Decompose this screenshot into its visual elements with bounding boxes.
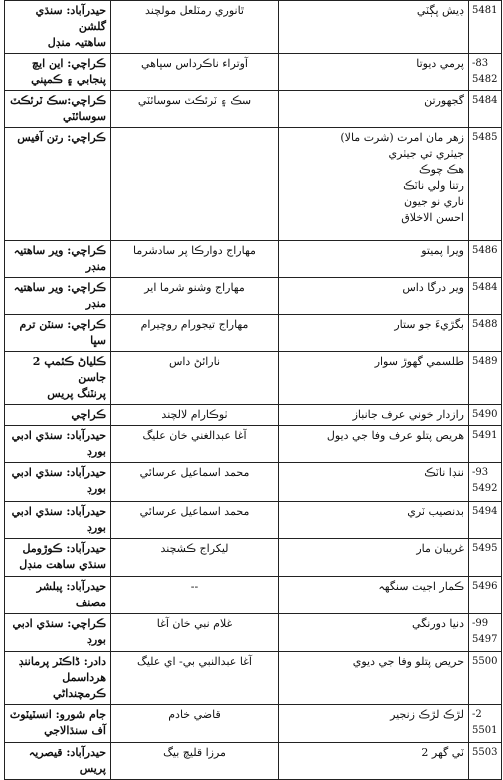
- publisher-cell: [5, 614, 111, 652]
- author-cell: [111, 241, 279, 278]
- entry-number: -2: [472, 709, 482, 720]
- publisher-line: حيدرآباد: پبلشر مصنف: [36, 580, 106, 609]
- title-line: غريبان مار: [416, 542, 464, 555]
- title-line: ٽي گهر 2: [421, 746, 464, 759]
- entry-number-cell: [469, 91, 502, 128]
- author-name: سڪ ۽ ٽرئڪٽ سوسائٽي: [137, 94, 252, 107]
- catalog-row: [5, 352, 502, 405]
- author-cell: [111, 91, 279, 128]
- entry-number-cell: [469, 426, 502, 463]
- entry-number: 5486: [472, 245, 498, 256]
- title-cell: [279, 743, 469, 780]
- author-cell: [111, 705, 279, 743]
- publisher-line: بورڊ: [87, 482, 106, 495]
- entry-number-cell: [469, 278, 502, 315]
- catalog-row: [5, 405, 502, 426]
- author-name: آغا عبدالغني خان عليگ: [142, 429, 247, 442]
- entry-number-cell: [469, 705, 502, 743]
- entry-number: 5489: [472, 356, 498, 367]
- publisher-line: پرنٽنگ پريس: [47, 387, 106, 400]
- title-line: هڪ چوڪ: [419, 163, 464, 176]
- title-cell: [279, 577, 469, 614]
- author-cell: [111, 128, 279, 241]
- title-line: لڙڪ لڙڪ زنجير: [390, 708, 464, 721]
- publisher-line: ڪراچي: رتن آفيس: [17, 131, 106, 144]
- publisher-line: ڪراچي: سنڌي ادبي: [12, 617, 106, 630]
- author-name: محمد اسماعيل عرسائي: [139, 505, 250, 518]
- publisher-cell: [5, 405, 111, 426]
- author-cell: [111, 743, 279, 780]
- publisher-line: بورڊ: [87, 633, 106, 646]
- catalog-row: [5, 614, 502, 652]
- title-line: هريص پتلو عرف وفا جي ديول: [326, 429, 464, 442]
- entry-number-cell: [469, 1, 502, 54]
- publisher-line: ڪراچي: وير ساهتيہ: [13, 281, 106, 294]
- publisher-line: بورڊ: [87, 521, 106, 534]
- entry-number: 5501: [472, 725, 498, 736]
- title-cell: [279, 315, 469, 352]
- entry-number-cell: [469, 614, 502, 652]
- catalog-row: [5, 241, 502, 278]
- title-cell: [279, 426, 469, 463]
- entry-number: 5481: [472, 5, 498, 16]
- publisher-line: سنڌي ساهت منڊل: [19, 558, 106, 571]
- catalog-row: [5, 652, 502, 705]
- publisher-cell: [5, 652, 111, 705]
- title-line: دنيا دورنگي: [412, 617, 464, 630]
- publisher-cell: [5, 539, 111, 577]
- author-cell: [111, 463, 279, 502]
- publisher-cell: [5, 743, 111, 780]
- title-line: جيٺري تي جيٺري: [388, 147, 464, 160]
- publisher-cell: [5, 1, 111, 54]
- entry-number: 5484: [472, 95, 498, 106]
- title-line: ڪمار اجيت سنگهہ: [378, 580, 464, 593]
- publisher-line: ڪراچي: وير ساهتيہ: [13, 244, 106, 257]
- title-cell: [279, 91, 469, 128]
- title-cell: [279, 1, 469, 54]
- title-cell: [279, 405, 469, 426]
- entry-number: -93: [472, 467, 489, 478]
- title-line: ويرا پميتو: [421, 244, 464, 257]
- title-line: احسن الاخلاق: [401, 211, 464, 224]
- publisher-cell: [5, 91, 111, 128]
- author-name: آوتراء ناڪرداس سپاهي: [141, 57, 248, 70]
- entry-number: -83: [472, 58, 489, 69]
- catalog-row: [5, 539, 502, 577]
- author-cell: [111, 502, 279, 539]
- publisher-line: حيدرآباد: قيصريہ پريس: [28, 746, 106, 775]
- title-cell: [279, 463, 469, 502]
- publisher-line: حيدرآباد: سنڌي ادبي: [11, 466, 106, 479]
- publisher-cell: [5, 54, 111, 91]
- catalog-table: [4, 0, 502, 780]
- catalog-row: [5, 705, 502, 743]
- entry-number: 5482: [472, 74, 498, 85]
- title-line: بگڙيءَ جو ستار: [394, 318, 464, 331]
- publisher-line: حيدرآباد: ڪوڙومل: [22, 542, 106, 555]
- catalog-row: [5, 577, 502, 614]
- entry-number: 5500: [472, 656, 498, 667]
- title-line: وير درگا داس: [402, 281, 464, 294]
- catalog-row: [5, 128, 502, 241]
- publisher-line: هرداسمل ڪرمچنداڻي: [53, 671, 106, 700]
- author-name: --: [190, 580, 199, 593]
- publisher-line: ساهتيہ منڊل: [47, 36, 106, 49]
- publisher-cell: [5, 426, 111, 463]
- publisher-cell: [5, 241, 111, 278]
- entry-number-cell: [469, 463, 502, 502]
- catalog-row: [5, 315, 502, 352]
- entry-number: 5494: [472, 506, 498, 517]
- title-cell: [279, 54, 469, 91]
- publisher-line: جام شورو: انسٽيٽوٽ: [9, 708, 106, 721]
- publisher-line: پنجابي ۽ ڪمپني: [31, 73, 106, 86]
- catalog-row: [5, 743, 502, 780]
- publisher-line: حيدرآباد: سنڌي ادبي: [11, 429, 106, 442]
- publisher-line: سڀا: [90, 334, 106, 347]
- author-name: ٿانوري رمٽلعل مولچند: [145, 4, 244, 17]
- entry-number: 5497: [472, 634, 498, 645]
- author-cell: [111, 405, 279, 426]
- title-line: زهر مان امرت (شرت مالا): [340, 131, 464, 144]
- entry-number: 5492: [472, 483, 498, 494]
- publisher-cell: [5, 278, 111, 315]
- publisher-cell: [5, 463, 111, 502]
- title-line: رتنا ولي ناٽڪ: [403, 179, 464, 192]
- publisher-line: بورڊ: [87, 445, 106, 458]
- author-name: غلام نبي خان آغا: [156, 617, 233, 630]
- title-cell: [279, 539, 469, 577]
- title-line: گجهورتن: [424, 94, 464, 107]
- publisher-line: منڊر: [85, 297, 106, 310]
- entry-number-cell: [469, 54, 502, 91]
- publisher-cell: [5, 577, 111, 614]
- publisher-line: ڪلياڻ ڪئمپ 2 جاسن: [32, 355, 106, 384]
- publisher-line: آف سنڌالاجي: [44, 724, 106, 737]
- entry-number-cell: [469, 128, 502, 241]
- title-cell: [279, 278, 469, 315]
- author-cell: [111, 352, 279, 405]
- entry-number: -99: [472, 618, 489, 629]
- title-cell: [279, 502, 469, 539]
- author-name: مهاراج دوارڪا پر سادشرما: [133, 244, 256, 257]
- publisher-line: ڪراچي: سنٽن ترم: [19, 318, 106, 331]
- publisher-cell: [5, 352, 111, 405]
- publisher-cell: [5, 502, 111, 539]
- catalog-row: [5, 1, 502, 54]
- title-cell: [279, 652, 469, 705]
- catalog-row: [5, 278, 502, 315]
- publisher-line: سوسائٽي: [62, 110, 106, 123]
- catalog-table-body: [5, 1, 502, 780]
- author-cell: [111, 652, 279, 705]
- title-cell: [279, 614, 469, 652]
- catalog-row: [5, 54, 502, 91]
- author-cell: [111, 614, 279, 652]
- entry-number: 5490: [472, 409, 498, 420]
- author-cell: [111, 1, 279, 54]
- entry-number: 5496: [472, 581, 498, 592]
- author-cell: [111, 315, 279, 352]
- title-line: ننڊا ناٽڪ: [424, 466, 464, 479]
- title-line: ڊيش پڳٽي: [416, 4, 464, 17]
- catalog-row: [5, 426, 502, 463]
- title-cell: [279, 705, 469, 743]
- title-line: ناري نو جيون: [404, 195, 464, 208]
- entry-number: 5491: [472, 430, 498, 441]
- author-name: قاضي خادم: [168, 708, 221, 721]
- title-line: پرمي ديوتا: [416, 57, 464, 70]
- author-cell: [111, 577, 279, 614]
- publisher-cell: [5, 128, 111, 241]
- title-cell: [279, 128, 469, 241]
- author-name: ليکراج ڪشچند: [160, 542, 229, 555]
- entry-number: 5485: [472, 132, 498, 143]
- catalog-row: [5, 463, 502, 502]
- publisher-line: ڪراچي: اين ايچ: [31, 57, 106, 70]
- author-cell: [111, 539, 279, 577]
- author-name: ٺوڪارام لالچند: [161, 408, 228, 421]
- author-name: نارائڻ داس: [168, 355, 221, 368]
- title-cell: [279, 241, 469, 278]
- publisher-line: منڊر: [85, 260, 106, 273]
- publisher-line: ڪراچي:سڪ ٽرئڪٽ: [10, 94, 106, 107]
- entry-number: 5503: [472, 747, 498, 758]
- author-cell: [111, 278, 279, 315]
- author-name: مهاراج وشنو شرما اير: [144, 281, 245, 294]
- title-cell: [279, 352, 469, 405]
- publisher-cell: [5, 315, 111, 352]
- entry-number: 5484: [472, 282, 498, 293]
- entry-number-cell: [469, 241, 502, 278]
- title-line: حريص پتلو وفا جي ديوي: [352, 655, 464, 668]
- author-name: مرزا قليچ بيگ: [163, 746, 226, 759]
- title-line: رازدار خوني عرف جانباز: [352, 408, 464, 421]
- publisher-line: حيدرآباد: سنڌي ادبي: [11, 505, 106, 518]
- entry-number: 5488: [472, 319, 498, 330]
- publisher-line: دادر: ڈاڪٽر پرماننڊ: [18, 655, 106, 668]
- entry-number-cell: [469, 539, 502, 577]
- author-name: مهاراج تيجورام روچيرام: [140, 318, 249, 331]
- title-line: طلسمي گهوڙ سوار: [374, 355, 464, 368]
- entry-number-cell: [469, 315, 502, 352]
- author-name: محمد اسماعيل عرسائي: [139, 466, 250, 479]
- entry-number-cell: [469, 577, 502, 614]
- entry-number-cell: [469, 405, 502, 426]
- publisher-line: حيدرآباد: سنڌي گلشن: [35, 4, 106, 33]
- entry-number-cell: [469, 743, 502, 780]
- catalog-row: [5, 502, 502, 539]
- catalog-row: [5, 91, 502, 128]
- publisher-line: ڪراچي: [71, 408, 106, 421]
- author-cell: [111, 426, 279, 463]
- publisher-cell: [5, 705, 111, 743]
- author-name: آغا عبدالنبي بي- اي عليگ: [136, 655, 252, 668]
- entry-number-cell: [469, 652, 502, 705]
- entry-number-cell: [469, 352, 502, 405]
- title-line: بدنصيب ٽري: [407, 505, 464, 518]
- entry-number-cell: [469, 502, 502, 539]
- entry-number: 5495: [472, 543, 498, 554]
- author-cell: [111, 54, 279, 91]
